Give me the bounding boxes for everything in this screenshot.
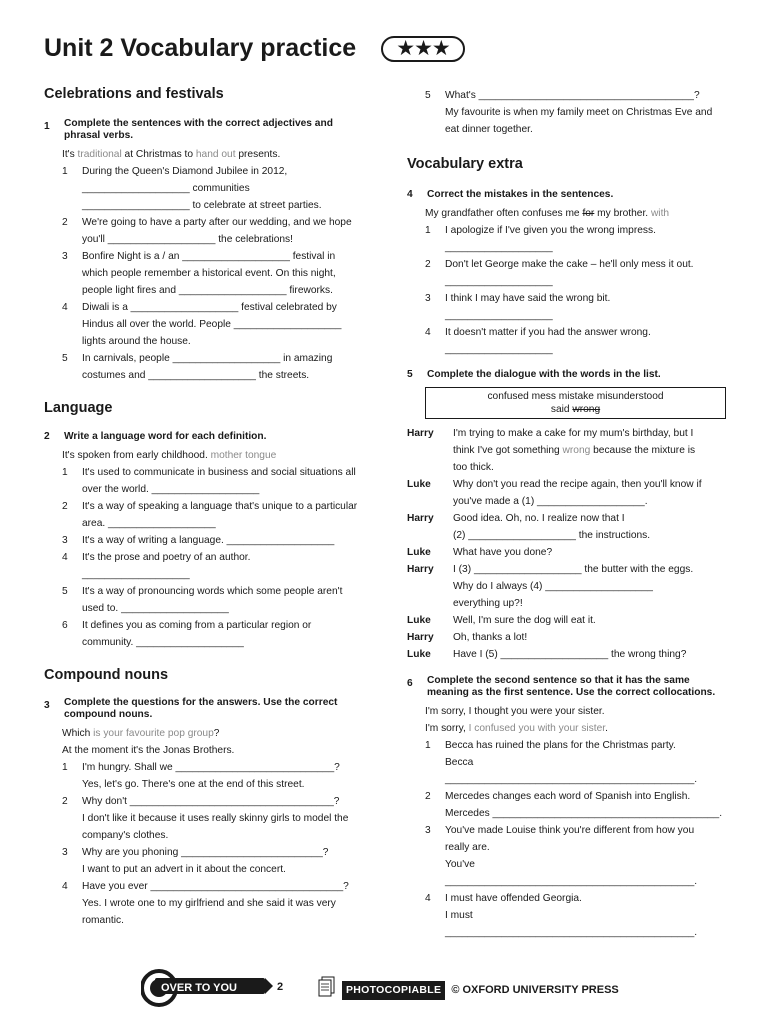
ex3-item-line: Why don't ____________________________________? [82, 796, 340, 807]
over-to-you-logo [141, 968, 284, 1004]
speaker-name: Harry [407, 428, 434, 439]
ex4-item-2 [407, 256, 727, 290]
ex2-item-number: 4 [62, 552, 68, 563]
ex2-item-line: community. ___________________ [82, 637, 244, 648]
speaker-name: Luke [407, 615, 431, 626]
ex1-item-number: 3 [62, 251, 68, 262]
speaker-name: Luke [407, 479, 431, 490]
dialogue-text: Well, I'm sure the dog will eat it. [453, 615, 596, 626]
exercise-4-instruction: 4 Correct the mistakes in the sentences. [407, 189, 614, 200]
speaker-name: Harry [407, 564, 434, 575]
word-list-line-2: said wrong [550, 404, 601, 415]
ex4-item-line: Don't let George make the cake – he'll only mess it out. [445, 259, 694, 270]
dialogue-line [407, 425, 727, 442]
dialogue-line [407, 544, 727, 561]
exercise-3-items [44, 759, 364, 929]
exercise-1-instruction: 1 Complete the sentences with the correct adjectives and phrasal verbs. [44, 118, 333, 141]
dialogue-line [407, 459, 727, 476]
ex2-item-number: 3 [62, 535, 68, 546]
ex4-item-number: 3 [425, 293, 431, 304]
exercise-3-instruction: 3 Complete the questions for the answers. Use the correct compound nouns. [44, 697, 338, 720]
ex2-item-line: It's a way of speaking a language that's unique to a particular [82, 501, 358, 512]
dialogue-line [407, 510, 727, 544]
ex6-item-line: Becca has ruined the plans for the Christmas party. [445, 740, 676, 751]
word-list-line-1: confused mess mistake misunderstood [487, 391, 664, 402]
ex6-item-line: Becca ____________________________________________. [445, 757, 698, 785]
ex2-item-4 [44, 549, 364, 583]
ex1-item-line: Bonfire Night is a / an ___________________ festival in [82, 251, 336, 262]
section-heading-compound-nouns: Compound nouns [44, 667, 169, 683]
ex3-item-line: Why are you phoning _________________________? [82, 847, 329, 858]
ex3-item-line: company's clothes. [82, 830, 169, 841]
ex2-item-line: ___________________ [82, 569, 190, 580]
photocopy-icon [318, 976, 336, 1004]
ex2-item-line: It's used to communicate in business and social situations all [82, 467, 356, 478]
dialogue-text: because the mixture is [590, 445, 696, 456]
dialogue-text: everything up?! [453, 598, 523, 609]
ex4-item-line: ___________________ [445, 344, 553, 355]
ex1-item-3 [44, 248, 364, 299]
ex2-item-line: over the world. ___________________ [82, 484, 260, 495]
ex2-item-2 [44, 498, 364, 532]
dialogue-text: I'm trying to make a cake for my mum's birthday, but I [453, 428, 694, 439]
dialogue-line [407, 476, 727, 510]
ex6-item-2 [407, 788, 727, 822]
section-heading-celebrations: Celebrations and festivals [44, 86, 224, 102]
publisher-label: © OXFORD UNIVERSITY PRESS [451, 983, 619, 996]
speaker-name: Luke [407, 649, 431, 660]
exercise-5-dialogue [407, 425, 727, 663]
ex2-item-1 [44, 464, 364, 498]
ex3-item-line: Have you ever __________________________________? [82, 881, 349, 892]
ex1-item-line: you'll ___________________ the celebrations! [82, 234, 293, 245]
footer-credit [318, 976, 619, 1004]
ex6-item-line: Mercedes ________________________________________. [445, 808, 723, 819]
ex2-item-5 [44, 583, 364, 617]
dialogue-example-answer: wrong [562, 445, 591, 456]
ex1-item-number: 5 [62, 353, 68, 364]
ex1-item-line: ___________________ communities [82, 183, 250, 194]
exercise-4-example: My grandfather often confuses me for my brother. with [425, 208, 670, 219]
ex4-item-number: 2 [425, 259, 431, 270]
ex3-item-line: My favourite is when my family meet on Christmas Eve and [445, 107, 713, 118]
ex2-item-3 [44, 532, 364, 549]
ex1-item-line: We're going to have a party after our wedding, and we hope [82, 217, 352, 228]
dialogue-text: Have I (5) ___________________ the wrong thing? [453, 649, 687, 660]
ex3-item-number: 2 [62, 796, 68, 807]
dialogue-line [407, 561, 727, 612]
ex3-item-line: romantic. [82, 915, 124, 926]
ex3-item-line: I'm hungry. Shall we ____________________________? [82, 762, 340, 773]
ex1-item-1 [44, 163, 364, 214]
ex3-item-4 [44, 878, 364, 929]
ex3-item-5 [407, 87, 727, 138]
exercise-1-items [44, 163, 364, 384]
page-number: 2 [277, 981, 284, 993]
difficulty-stars-icon: ★★★ [381, 36, 465, 62]
ex4-item-line: It doesn't matter if you had the answer wrong. [445, 327, 651, 338]
ex2-item-number: 5 [62, 586, 68, 597]
exercise-3-item-5 [407, 87, 727, 138]
ex2-item-line: It's a way of pronouncing words which some people aren't [82, 586, 343, 597]
ex4-item-line: ___________________ [445, 310, 553, 321]
ex3-item-line: I want to put an advert in it about the concert. [82, 864, 286, 875]
section-heading-language: Language [44, 400, 113, 416]
ex4-item-line: ___________________ [445, 276, 553, 287]
ex3-item-number: 5 [425, 90, 431, 101]
page-title: Unit 2 Vocabulary practice [44, 34, 357, 62]
dialogue-line [407, 612, 727, 629]
ex1-item-2 [44, 214, 364, 248]
ex1-item-line: lights around the house. [82, 336, 191, 347]
ex6-item-1 [407, 737, 727, 788]
ex4-item-4 [407, 324, 727, 358]
dialogue-text: Why don't you read the recipe again, then you'll know if [453, 479, 702, 490]
ex2-item-number: 6 [62, 620, 68, 631]
ex4-item-1 [407, 222, 727, 256]
ex6-item-line: I must have offended Georgia. [445, 893, 582, 904]
dialogue-text: What have you done? [453, 547, 553, 558]
exercise-6-example-answer: I'm sorry, I confused you with your sister. [425, 723, 608, 734]
ex3-item-2 [44, 793, 364, 844]
ex1-item-line: costumes and ___________________ the streets. [82, 370, 310, 381]
ex6-item-number: 1 [425, 740, 431, 751]
ex1-item-4 [44, 299, 364, 350]
ex6-item-line: I must ____________________________________________. [445, 910, 698, 938]
section-heading-vocabulary-extra: Vocabulary extra [407, 156, 523, 172]
exercise-6-instruction: 6 Complete the second sentence so that it has the same meaning as the first sentence. Use the correct collocations. [407, 675, 716, 698]
exercise-2-example: It's spoken from early childhood. mother tongue [62, 450, 277, 461]
ex2-item-line: area. ___________________ [82, 518, 216, 529]
dialogue-text: Oh, thanks a lot! [453, 632, 528, 643]
ex1-item-number: 1 [62, 166, 68, 177]
dialogue-text: Why do I always (4) ___________________ [453, 581, 653, 592]
speaker-name: Luke [407, 547, 431, 558]
ex6-item-line: Mercedes changes each word of Spanish into English. [445, 791, 691, 802]
word-list-box [425, 387, 726, 419]
ex6-item-line: really are. [445, 842, 490, 853]
ex3-item-number: 3 [62, 847, 68, 858]
ex6-item-4 [407, 890, 727, 941]
ex4-item-line: I think I may have said the wrong bit. [445, 293, 611, 304]
exercise-6-example-question: I'm sorry, I thought you were your sister. [425, 706, 605, 717]
ex4-item-number: 1 [425, 225, 431, 236]
dialogue-text: I (3) ___________________ the butter with the eggs. [453, 564, 694, 575]
ex1-item-line: Diwali is a ___________________ festival celebrated by [82, 302, 337, 313]
ex3-item-number: 4 [62, 881, 68, 892]
ex1-item-number: 2 [62, 217, 68, 228]
speaker-name: Harry [407, 513, 434, 524]
ex3-item-3 [44, 844, 364, 878]
ex4-item-3 [407, 290, 727, 324]
ex2-item-line: It defines you as coming from a particular region or [82, 620, 312, 631]
exercise-5-instruction: 5 Complete the dialogue with the words in the list. [407, 369, 661, 380]
ex1-item-number: 4 [62, 302, 68, 313]
ex3-item-1 [44, 759, 364, 793]
ex2-item-6 [44, 617, 364, 651]
exercise-3-example: Which is your favourite pop group? [62, 728, 220, 739]
dialogue-text: too thick. [453, 462, 494, 473]
photocopiable-label: PHOTOCOPIABLE [342, 981, 445, 1000]
ex4-item-number: 4 [425, 327, 431, 338]
ex1-item-line: people light fires and ___________________ fireworks. [82, 285, 333, 296]
ex6-item-number: 2 [425, 791, 431, 802]
ex3-item-line: eat dinner together. [445, 124, 533, 135]
ex6-item-3 [407, 822, 727, 890]
speaker-name: Harry [407, 632, 434, 643]
ex2-item-number: 2 [62, 501, 68, 512]
ex1-item-line: Hindus all over the world. People ___________________ [82, 319, 342, 330]
speaker-name [407, 459, 453, 476]
ex6-item-line: You've made Louise think you're different from how you [445, 825, 695, 836]
dialogue-text: think I've got something [453, 445, 563, 456]
ex6-item-number: 4 [425, 893, 431, 904]
ex2-item-line: It's the prose and poetry of an author. [82, 552, 251, 563]
logo-text: OVER TO YOU [161, 982, 238, 994]
ex6-item-line: You've ____________________________________________. [445, 859, 698, 887]
exercise-2-instruction: 2 Write a language word for each definition. [44, 431, 267, 442]
ex1-item-5 [44, 350, 364, 384]
ex3-item-number: 1 [62, 762, 68, 773]
dialogue-line [407, 442, 727, 459]
ex1-item-line: ___________________ to celebrate at street parties. [82, 200, 322, 211]
exercise-6-items [407, 737, 727, 941]
ex3-item-line: I don't like it because it uses really skinny girls to model the [82, 813, 349, 824]
dialogue-text: (2) ___________________ the instructions. [453, 530, 651, 541]
ex6-item-number: 3 [425, 825, 431, 836]
dialogue-text: Good idea. Oh, no. I realize now that I [453, 513, 625, 524]
ex2-item-line: used to. ___________________ [82, 603, 229, 614]
ex1-item-line: In carnivals, people ___________________ in amazing [82, 353, 333, 364]
ex3-item-line: Yes. I wrote one to my girlfriend and she said it was very [82, 898, 336, 909]
exercise-1-example: It's traditional at Christmas to hand out presents. [62, 149, 281, 160]
ex2-item-number: 1 [62, 467, 68, 478]
ex2-item-line: It's a way of writing a language. ___________________ [82, 535, 335, 546]
ex1-item-line: which people remember a historical event. On this night, [82, 268, 336, 279]
ex3-item-line: What's ______________________________________? [445, 90, 700, 101]
exercise-3-example-reply: At the moment it's the Jonas Brothers. [62, 745, 235, 756]
ex4-item-line: I apologize if I've given you the wrong impress. [445, 225, 656, 236]
exercise-4-items [407, 222, 727, 358]
speaker-name [407, 442, 453, 459]
dialogue-line [407, 629, 727, 646]
exercise-2-items [44, 464, 364, 651]
dialogue-text: you've made a (1) ___________________. [453, 496, 648, 507]
ex1-item-line: During the Queen's Diamond Jubilee in 2012, [82, 166, 288, 177]
ex3-item-line: Yes, let's go. There's one at the end of this street. [82, 779, 305, 790]
dialogue-line [407, 646, 727, 663]
ex4-item-line: ___________________ [445, 242, 553, 253]
